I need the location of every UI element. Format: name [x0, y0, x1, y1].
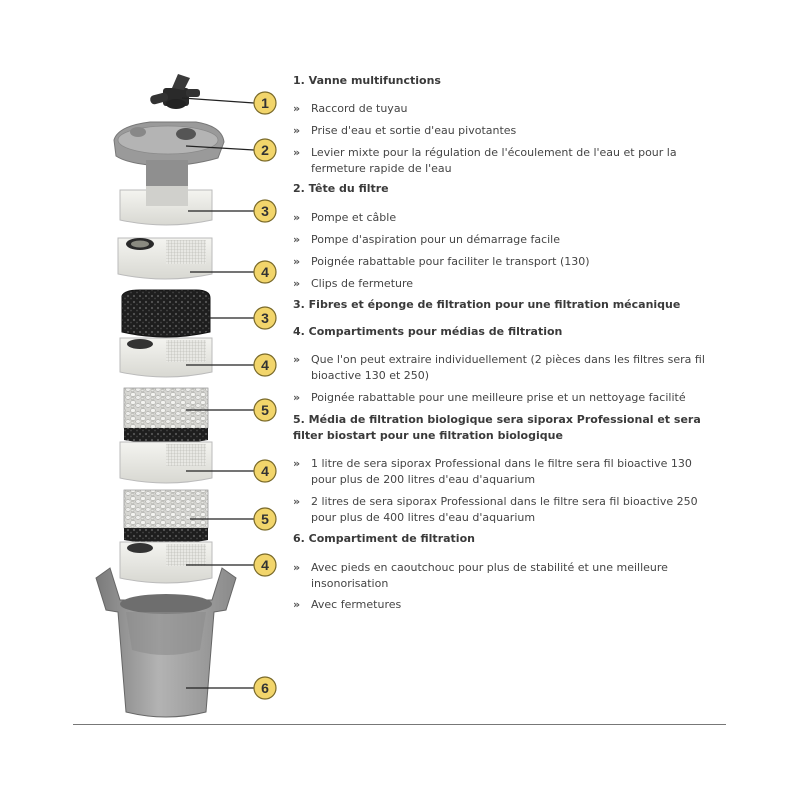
- callout-5b: [254, 508, 276, 530]
- list-item: » Avec pieds en caoutchouc pour plus de stabilité et une meilleure insonorisation: [293, 561, 668, 590]
- callout-4: [254, 261, 276, 283]
- callout-2: [254, 139, 276, 161]
- media-compartment-1: [118, 238, 212, 279]
- list-item: » Prise d'eau et sortie d'eau pivotantes: [293, 124, 517, 137]
- section-1-title: 1. Vanne multifunctions: [293, 74, 441, 87]
- svg-text:3: 3: [261, 310, 269, 326]
- svg-text:6: 6: [261, 680, 269, 696]
- svg-text:4: 4: [261, 463, 269, 479]
- double-chevron-icon: »: [293, 146, 300, 159]
- multifunction-valve: [149, 74, 200, 109]
- double-chevron-icon: »: [293, 124, 300, 137]
- double-chevron-icon: »: [293, 255, 300, 268]
- media-compartment-4: [120, 542, 212, 583]
- double-chevron-icon: »: [293, 598, 300, 611]
- callout-3b: [254, 307, 276, 329]
- divider: [73, 724, 726, 725]
- section-4-title: 4. Compartiments pour médias de filtration: [293, 325, 563, 338]
- list-item: » Raccord de tuyau: [293, 102, 408, 115]
- list-item: » 1 litre de sera siporax Professional dans le filtre sera fil bioactive 130 pour plus de 200 litres d'eau d'aquarium: [293, 457, 692, 486]
- list-item: » Poignée rabattable pour une meilleure prise et un nettoyage facilité: [293, 391, 686, 404]
- list-item: » Pompe d'aspiration pour un démarrage facile: [293, 233, 561, 246]
- svg-text:5: 5: [261, 402, 269, 418]
- double-chevron-icon: »: [293, 457, 300, 470]
- bio-media-lower: [124, 490, 208, 544]
- double-chevron-icon: »: [293, 277, 300, 290]
- section-2-title: 2. Tête du filtre: [293, 182, 389, 195]
- list-item: » Clips de fermeture: [293, 277, 414, 290]
- double-chevron-icon: »: [293, 495, 300, 508]
- svg-text:1: 1: [261, 95, 269, 111]
- double-chevron-icon: »: [293, 233, 300, 246]
- section-6-title: 6. Compartiment de filtration: [293, 532, 475, 545]
- svg-text:4: 4: [261, 357, 269, 373]
- media-compartment-2: [120, 338, 212, 377]
- list-item: » Poignée rabattable pour faciliter le transport (130): [293, 255, 590, 268]
- callout-4b: [254, 354, 276, 376]
- filter-canister: [96, 568, 236, 717]
- callout-1: [254, 92, 276, 114]
- filter-exploded-diagram: [0, 0, 290, 730]
- section-3-title: 3. Fibres et éponge de filtration pour une filtration mécanique: [293, 298, 681, 311]
- black-foam-sponge: [122, 290, 210, 337]
- double-chevron-icon: »: [293, 561, 300, 574]
- media-compartment-3: [120, 442, 212, 483]
- section-5-title: 5. Média de filtration biologique sera siporax Professional et sera filter biostart pour une filtration biologique: [293, 413, 701, 442]
- callout-6: [254, 677, 276, 699]
- double-chevron-icon: »: [293, 211, 300, 224]
- list-item: » 2 litres de sera siporax Professional dans le filtre sera fil bioactive 250 pour plus de 400 litres d'eau d'aquarium: [293, 495, 698, 524]
- callout-4d: [254, 554, 276, 576]
- callout-5: [254, 399, 276, 421]
- svg-text:5: 5: [261, 511, 269, 527]
- callout-3: [254, 200, 276, 222]
- list-item: » Pompe et câble: [293, 211, 397, 224]
- list-item: » Levier mixte pour la régulation de l'écoulement de l'eau et pour la fermeture rapide de l'eau: [293, 146, 677, 175]
- svg-text:4: 4: [261, 264, 269, 280]
- callout-4c: [254, 460, 276, 482]
- svg-text:4: 4: [261, 557, 269, 573]
- list-item: » Avec fermetures: [293, 598, 402, 611]
- list-item: » Que l'on peut extraire individuellement (2 pièces dans les filtres sera fil bioactive 130 et 250): [293, 353, 705, 382]
- callout-markers: [254, 92, 276, 699]
- svg-text:2: 2: [261, 142, 269, 158]
- double-chevron-icon: »: [293, 391, 300, 404]
- double-chevron-icon: »: [293, 353, 300, 366]
- white-tray-upper: [120, 186, 212, 225]
- bio-media-upper: [124, 388, 208, 444]
- svg-text:3: 3: [261, 203, 269, 219]
- double-chevron-icon: »: [293, 102, 300, 115]
